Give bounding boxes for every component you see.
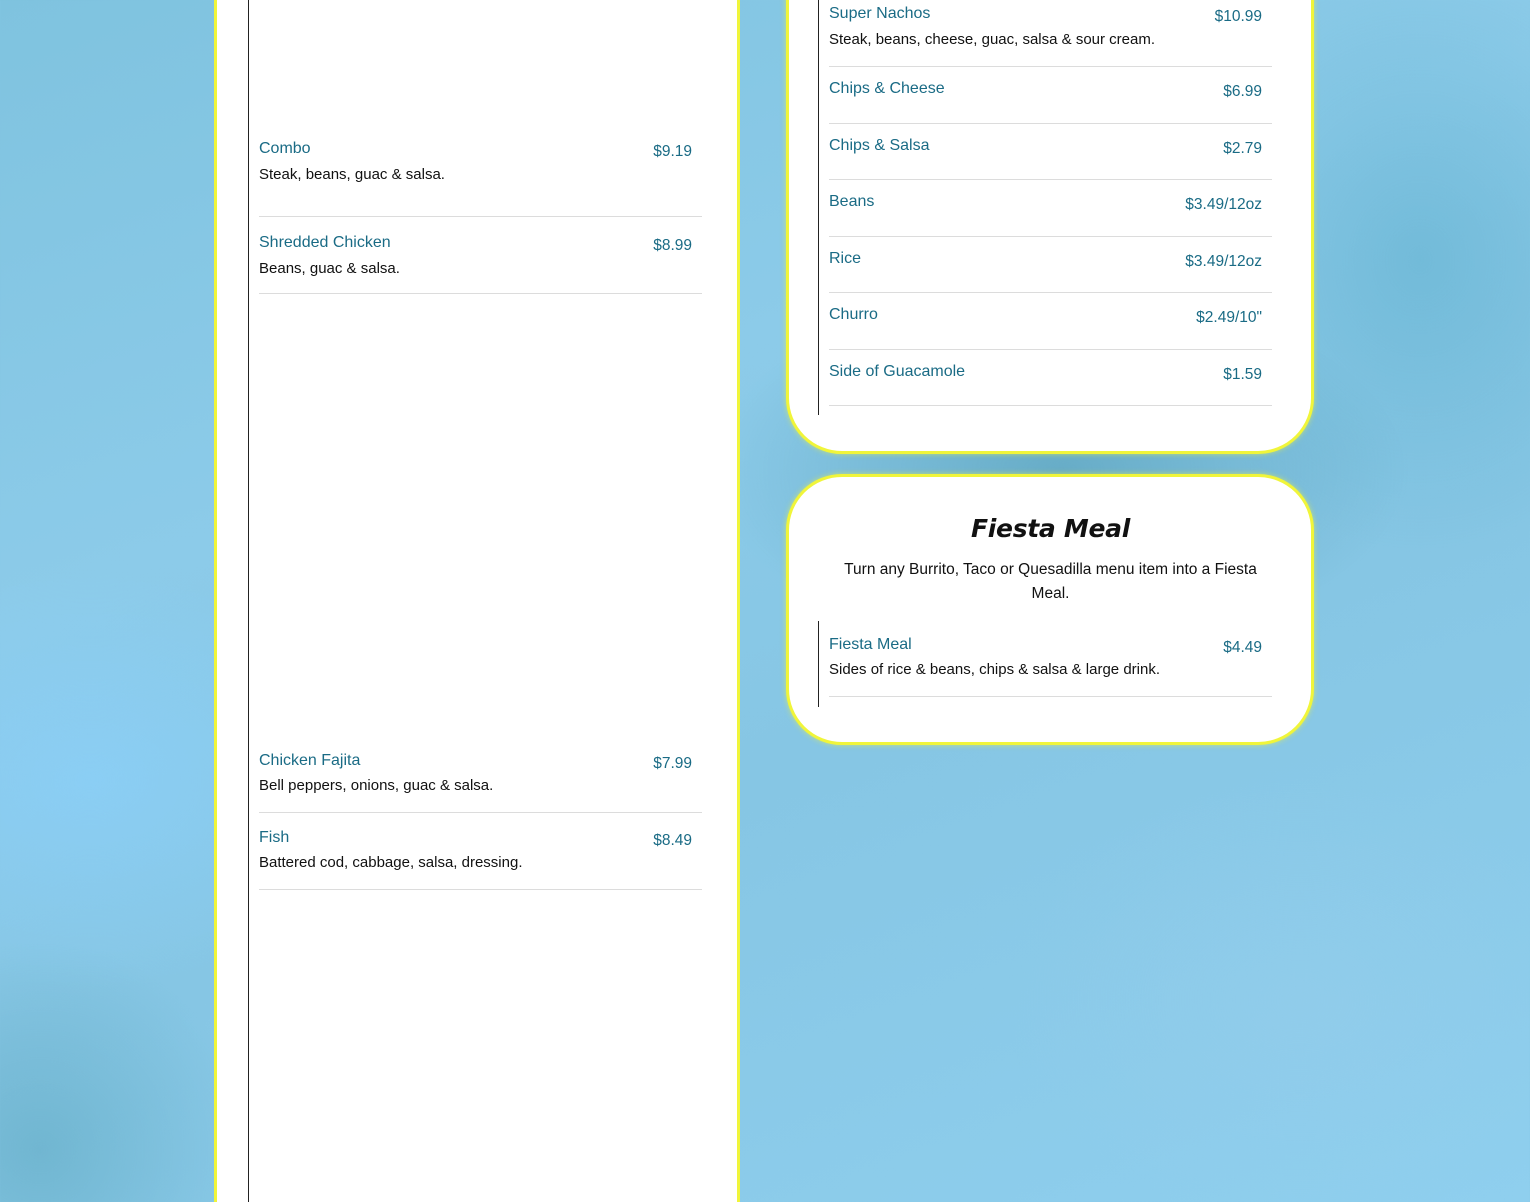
menu-item-chips-cheese[interactable] <box>829 67 1272 124</box>
menu-item-shredded-chicken[interactable] <box>259 217 702 294</box>
menu-item-price: $6.99 <box>1223 83 1262 100</box>
menu-item-name: Chips & Salsa <box>829 136 930 154</box>
menu-item-price: $2.49/10" <box>1196 309 1262 326</box>
menu-item-name: Shredded Chicken <box>259 234 391 251</box>
fiesta-meal-intro: Turn any Burrito, Taco or Quesadilla menu item into a Fiesta Meal. <box>844 561 1257 602</box>
menu-item-description: Battered cod, cabbage, salsa, dressing. <box>259 854 523 871</box>
fiesta-menu-divider <box>818 621 819 707</box>
left-menu-group-2 <box>259 752 702 890</box>
menu-item-description: Sides of rice & beans, chips & salsa & large drink. <box>829 661 1160 678</box>
menu-item-chips-salsa[interactable] <box>829 124 1272 181</box>
menu-item-name: Combo <box>259 140 311 157</box>
menu-item-price: $9.19 <box>653 143 692 160</box>
menu-item-combo[interactable] <box>259 140 702 217</box>
menu-item-name: Churro <box>829 306 878 323</box>
menu-item-price: $3.49/12oz <box>1185 252 1262 270</box>
menu-item-name: Rice <box>829 249 862 267</box>
menu-item-name: Fish <box>259 829 290 846</box>
menu-item-price: $2.79 <box>1223 139 1262 157</box>
menu-item-price: $3.49/12oz <box>1185 196 1262 213</box>
fiesta-meal-title: Fiesta Meal <box>971 514 1130 543</box>
menu-item-side-of-guacamole[interactable] <box>829 350 1272 407</box>
menu-item-price: $7.99 <box>653 755 692 772</box>
menu-item-beans[interactable] <box>829 180 1272 237</box>
left-menu-group-1 <box>259 140 702 294</box>
menu-item-name: Super Nachos <box>829 5 931 22</box>
menu-item-name: Beans <box>829 193 875 210</box>
menu-item-name: Fiesta Meal <box>829 636 912 653</box>
menu-item-description: Steak, beans, cheese, guac, salsa & sour cream. <box>829 31 1156 48</box>
menu-item-fiesta-meal[interactable] <box>829 636 1272 697</box>
menu-item-price: $8.99 <box>653 237 692 254</box>
left-menu-divider <box>248 0 249 1202</box>
menu-item-name: Side of Guacamole <box>829 362 966 380</box>
menu-item-description: Steak, beans, guac & salsa. <box>259 166 445 183</box>
menu-item-fish[interactable] <box>259 813 702 890</box>
menu-item-price: $8.49 <box>653 832 692 849</box>
menu-item-price: $1.59 <box>1223 365 1262 383</box>
menu-item-rice[interactable] <box>829 237 1272 294</box>
menu-item-name: Chicken Fajita <box>259 752 361 769</box>
menu-item-price: $10.99 <box>1214 8 1262 25</box>
menu-item-churro[interactable] <box>829 293 1272 350</box>
menu-item-description: Beans, guac & salsa. <box>259 260 400 277</box>
menu-item-price: $4.49 <box>1223 639 1262 656</box>
fiesta-menu-list <box>829 636 1272 697</box>
menu-item-super-nachos[interactable] <box>829 5 1272 67</box>
menu-item-name: Chips & Cheese <box>829 80 945 97</box>
menu-item-chicken-fajita[interactable] <box>259 752 702 813</box>
menu-item-description: Bell peppers, onions, guac & salsa. <box>259 777 494 794</box>
sides-menu-divider <box>818 0 819 415</box>
sides-menu-list <box>829 5 1272 406</box>
